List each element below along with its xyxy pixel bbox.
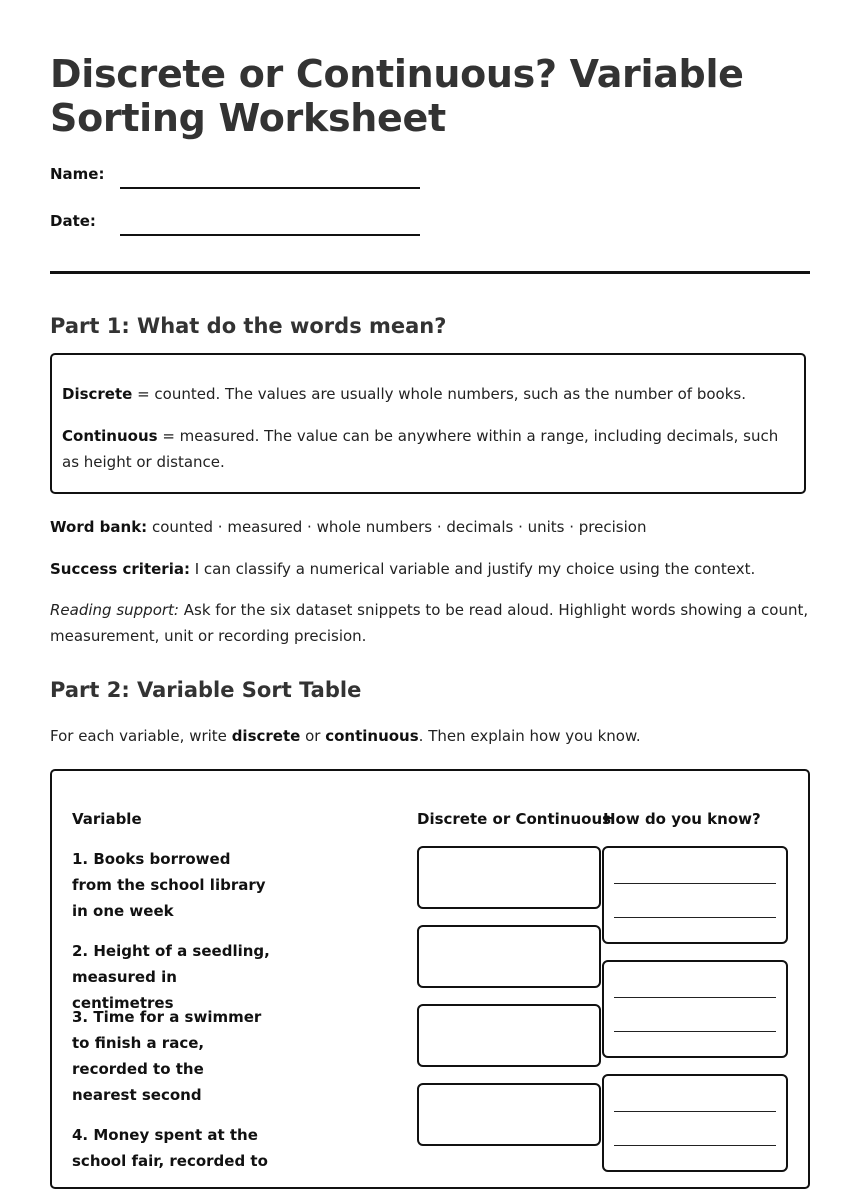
support-text: Ask for the six dataset snippets to be read aloud. Highlight words showing a count, measurement, unit or recording precision. (50, 601, 809, 645)
explanation-input-2[interactable] (602, 960, 788, 1058)
reading-support (50, 597, 810, 649)
classification-input-3[interactable] (417, 1004, 601, 1067)
definitions-box (50, 353, 806, 494)
classification-input-1[interactable] (417, 846, 601, 909)
classification-input-4[interactable] (417, 1083, 601, 1146)
column-header-classification: Discrete or Continuous (417, 810, 612, 828)
word-bank-text: counted · measured · whole numbers · decimals · units · precision (147, 518, 647, 536)
discrete-definition (62, 381, 796, 407)
part2-instructions (50, 723, 810, 749)
instr-text: For each variable, write (50, 727, 232, 745)
writing-line (614, 1145, 776, 1146)
instr-continuous: continuous (325, 727, 419, 745)
success-label: Success criteria: (50, 560, 190, 578)
name-field[interactable] (120, 187, 420, 189)
writing-line (614, 1031, 776, 1032)
variable-label-4: 4. Money spent at the school fair, recorded to (72, 1126, 268, 1170)
continuous-term: Continuous (62, 427, 158, 445)
word-bank-label: Word bank: (50, 518, 148, 536)
writing-line (614, 883, 776, 884)
date-label: Date: (50, 212, 96, 230)
column-header-variable: Variable (72, 810, 142, 828)
variable-label-3: 3. Time for a swimmer to finish a race, recorded to the nearest second (72, 1008, 262, 1104)
part1-heading: Part 1: What do the words mean? (50, 314, 447, 338)
name-label: Name: (50, 165, 105, 183)
instr-discrete: discrete (231, 727, 301, 745)
success-criteria (50, 556, 810, 582)
explanation-input-1[interactable] (602, 846, 788, 944)
column-header-explanation: How do you know? (603, 810, 761, 828)
word-bank (50, 514, 810, 540)
writing-line (614, 997, 776, 998)
continuous-definition (62, 423, 796, 475)
variable-label-1: 1. Books borrowed from the school library in one week (72, 850, 266, 920)
part2-heading: Part 2: Variable Sort Table (50, 678, 362, 702)
header-divider (50, 271, 810, 274)
page-title: Discrete or Continuous? Variable Sorting Worksheet (50, 52, 744, 140)
date-field[interactable] (120, 234, 420, 236)
continuous-text: = measured. The value can be anywhere within a range, including decimals, such as height or distance. (62, 427, 779, 471)
classification-input-2[interactable] (417, 925, 601, 988)
instr-text: or (300, 727, 326, 745)
writing-line (614, 917, 776, 918)
discrete-text: = counted. The values are usually whole numbers, such as the number of books. (132, 385, 746, 403)
explanation-input-3[interactable] (602, 1074, 788, 1172)
writing-line (614, 1111, 776, 1112)
variable-label-2: 2. Height of a seedling, measured in centimetres (72, 942, 270, 1012)
discrete-term: Discrete (62, 385, 133, 403)
instr-text: . Then explain how you know. (418, 727, 641, 745)
success-text: I can classify a numerical variable and justify my choice using the context. (189, 560, 756, 578)
support-label: Reading support: (50, 601, 179, 619)
